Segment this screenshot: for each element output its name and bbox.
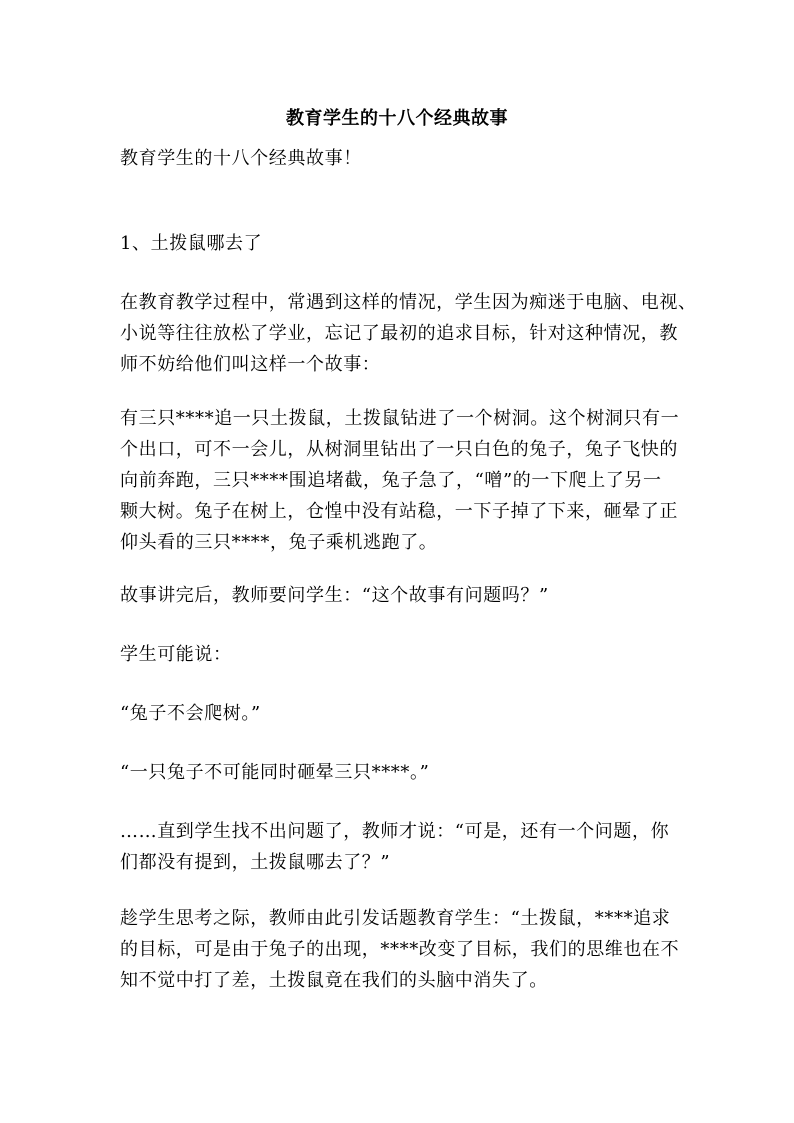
paragraph-line: 颗大树。兔子在树上，仓惶中没有站稳，一下子掉了下来，砸晕了正 — [120, 501, 678, 522]
paragraph-intro — [120, 287, 697, 380]
paragraph-line: 有三只****追一只土拨鼠，土拨鼠钻进了一个树洞。这个树洞只有一 — [120, 408, 680, 429]
paragraph-line: 们都没有提到，土拨鼠哪去了？” — [120, 852, 391, 873]
paragraph-question — [120, 580, 680, 611]
section-heading-text: 1、土拨鼠哪去了 — [120, 233, 263, 254]
paragraph-students-say — [120, 639, 680, 670]
paragraph-line: “一只兔子不可能同时砸晕三只****。” — [120, 762, 430, 783]
paragraph-line: 故事讲完后，教师要问学生：“这个故事有问题吗？” — [120, 585, 549, 606]
paragraph-line: 师不妨给他们叫这样一个故事： — [120, 354, 381, 375]
paragraph-conclusion — [120, 903, 680, 996]
paragraph-line: 仰头看的三只****，兔子乘机逃跑了。 — [120, 532, 438, 553]
paragraph-line: 向前奔跑，三只****围追堵截，兔子急了，“噌”的一下爬上了另一 — [120, 470, 662, 491]
paragraph-line: 个出口，可不一会儿，从树洞里钻出了一只白色的兔子，兔子飞快的 — [120, 439, 678, 460]
paragraph-line: 趁学生思考之际，教师由此引发话题教育学生：“土拨鼠，****追求 — [120, 908, 671, 929]
subtitle-line: 教育学生的十八个经典故事！ — [120, 148, 362, 169]
document-title: 教育学生的十八个经典故事 — [286, 108, 508, 129]
paragraph-answer-2 — [120, 757, 680, 788]
paragraph-line: 在教育教学过程中，常遇到这样的情况，学生因为痴迷于电脑、电视、 — [120, 292, 697, 313]
paragraph-answer-1 — [120, 698, 680, 729]
paragraph-line: 学生可能说： — [120, 644, 232, 665]
section-heading — [120, 228, 680, 259]
paragraph-line: 小说等往往放松了学业，忘记了最初的追求目标，针对这种情况，教 — [120, 323, 678, 344]
document-subtitle — [120, 143, 680, 174]
paragraph-line: 的目标，可是由于兔子的出现，****改变了目标，我们的思维也在不 — [120, 939, 680, 960]
paragraph-teacher-reply — [120, 816, 680, 878]
paragraph-story — [120, 403, 680, 558]
paragraph-line: ……直到学生找不出问题了，教师才说：“可是，还有一个问题，你 — [120, 821, 670, 842]
paragraph-line: “兔子不会爬树。” — [120, 703, 261, 724]
paragraph-line: 知不觉中打了差，土拨鼠竟在我们的头脑中消失了。 — [120, 970, 548, 991]
